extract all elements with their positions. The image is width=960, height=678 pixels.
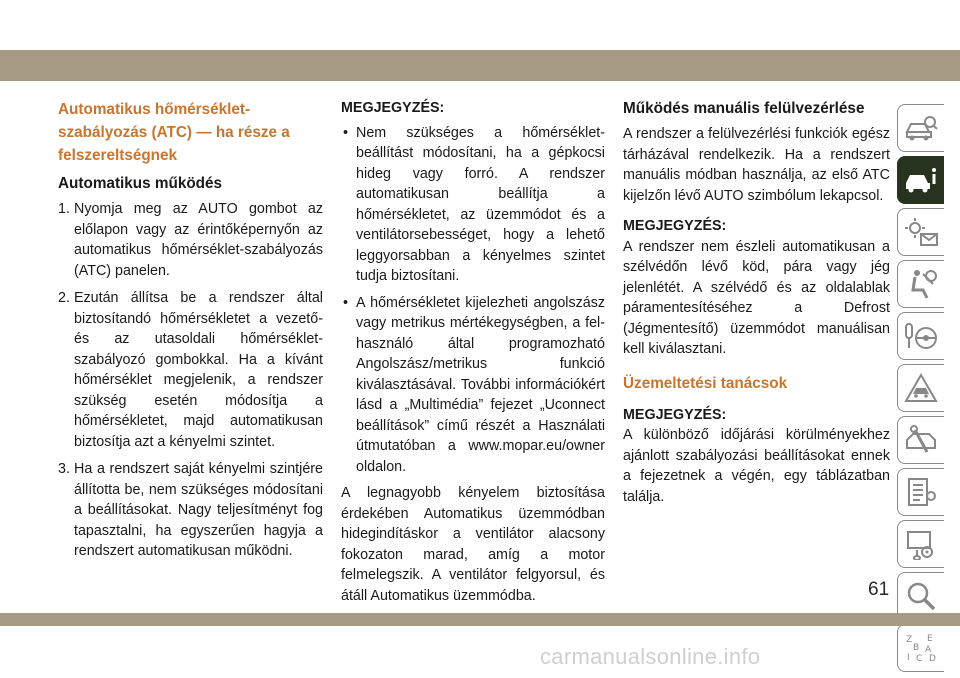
index-search-icon	[903, 580, 939, 612]
chapter-tabs	[897, 104, 944, 676]
multimedia-music-icon	[903, 528, 939, 560]
step-text: Ezután állítsa be a rendszer által biztosítandó hőmérsékletet a vezető- és az utasoldali hőmérséklet-szabályozó gombokkal. Ha a kívánt hőmérséklet megjelenik, a rendszer szükség esetén módosítja a hőmérsékletet, majd automatikusan biztosítja azt a kényelmi szintet.	[74, 290, 323, 450]
svg-text:I: I	[907, 653, 910, 663]
note-text-defrost: A rendszer nem észleli automatikusan a szélvédőn lévő köd, pára vagy jég jelenlétét. A szélvédő és az oldalablak páramentesítéséhez a Defrost (Jégmentesítő) üzemmódot manuálisan kell kiválasztani.	[623, 238, 890, 357]
page-number: 61	[868, 579, 890, 600]
tab-safety[interactable]	[897, 260, 944, 308]
tab-starting-operating[interactable]	[897, 312, 944, 360]
column-right	[623, 98, 890, 507]
step-number: 3.	[58, 461, 70, 477]
warning-lights-message-icon	[903, 216, 939, 248]
bullet-item	[341, 293, 605, 478]
language-letters-icon	[903, 632, 939, 664]
svg-text:Z: Z	[906, 635, 913, 645]
car-magnifier-icon	[903, 112, 939, 144]
tab-car-magnifier[interactable]	[897, 104, 944, 152]
tab-car-info[interactable]	[897, 156, 944, 204]
note-text-weather: A különböző időjárási körülményekhez ajánlott szabályozási beállításokat ennek a fejezetnek a végén, egy táblázatban találja.	[623, 427, 890, 505]
column-left	[58, 98, 323, 569]
step-item	[58, 288, 323, 452]
section-title-atc	[58, 98, 323, 167]
tab-warning-lights[interactable]	[897, 208, 944, 256]
step-text: Nyomja meg az AUTO gombot az előlapon vagy az érintőképernyőn az automatikus hőmérséklet-szabályozás (ATC) panelen.	[74, 201, 323, 279]
note-label: MEGJEGYZÉS:	[341, 100, 445, 116]
roadside-warning-triangle-icon	[903, 372, 939, 404]
tab-technical-specifications[interactable]	[897, 468, 944, 516]
tab-multimedia[interactable]	[897, 520, 944, 568]
step-number: 1.	[58, 201, 70, 217]
steps-list	[58, 199, 323, 562]
step-item	[58, 199, 323, 281]
bullet-text: Nem szükséges a hőmérséklet-beállítást módosítani, ha a gépkocsi hideg vagy forró. A rendszer automatikusan beállítja a hőmérsékletet, az üzemmódot és a ventilátorsebességet, hogy a lehető leggyorsabban a kényelmes szintet tudja biztosítani.	[356, 124, 605, 284]
note-bullets	[341, 123, 605, 478]
step-text: Ha a rendszert saját kényelmi szintjére állította be, nem szükséges módosítani a beállításokat. Nagy teljesítményt fog tapasztalni, ha egyszerűen hagyja a rendszert automatikusan működni.	[74, 461, 323, 559]
subheading-manual-override: Működés manuális felülvezérlése	[623, 100, 865, 117]
specifications-list-icon	[903, 476, 939, 508]
section-title-operating-tips: Üzemeltetési tanácsok	[623, 374, 788, 392]
watermark: carmanualsonline.info	[540, 644, 761, 669]
car-info-icon	[903, 164, 939, 196]
paragraph-manual-override: A rendszer a felülvezérlési funkciók egész tárházával rendelkezik. Ha a rendszert manuális módban használja, az első ATC kijelzőn lévő AUTO szimbólum lekapcsol.	[623, 126, 890, 204]
svg-text:B: B	[913, 643, 920, 653]
section-title-line-1: Automatikus hőmérséklet-	[58, 101, 251, 118]
header-band	[0, 50, 960, 81]
section-title-line-2: szabályozás (ATC) — ha része a	[58, 124, 290, 141]
maintenance-wrench-icon	[903, 424, 939, 456]
tab-languages[interactable]	[897, 624, 944, 672]
note-label: MEGJEGYZÉS:	[623, 218, 727, 234]
step-item	[58, 459, 323, 562]
footer-band	[0, 613, 960, 626]
tab-emergency[interactable]	[897, 364, 944, 412]
bullet-symbol: •	[343, 294, 349, 311]
step-number: 2.	[58, 290, 70, 306]
note-label: MEGJEGYZÉS:	[623, 406, 727, 423]
section-title-line-3: felszereltségnek	[58, 147, 178, 164]
svg-text:C: C	[916, 654, 923, 664]
column-middle	[341, 98, 605, 606]
airbag-seat-icon	[903, 268, 939, 300]
bullet-item	[341, 123, 605, 287]
bullet-text: A hőmérsékletet kijelezheti angolszász vagy metrikus mértékegységben, a felhasználó által programozható Angolszász/metrikus funkció kiválasztásával. További információkért lásd a „Multimédia” fejezet „Uconnect beállítások” című részét a Használati útmutatóban a www.mopar.eu/owner oldalon.	[356, 294, 605, 475]
subheading-automatic-operation: Automatikus működés	[58, 175, 223, 192]
svg-text:E: E	[927, 634, 933, 644]
svg-text:A: A	[925, 645, 932, 655]
bullet-symbol: •	[343, 124, 349, 141]
key-steering-wheel-icon	[903, 320, 939, 352]
tab-servicing[interactable]	[897, 416, 944, 464]
paragraph-cold-start: A legnagyobb kényelem biztosítása érdekében Automatikus üzemmódban hidegindításkor a ventilátor alacsony fokozaton marad, amíg a motor felmelegszik. A ventilátor felgyorsul, és átáll Automatikus üzemmódba.	[341, 485, 605, 604]
svg-text:D: D	[929, 654, 936, 664]
